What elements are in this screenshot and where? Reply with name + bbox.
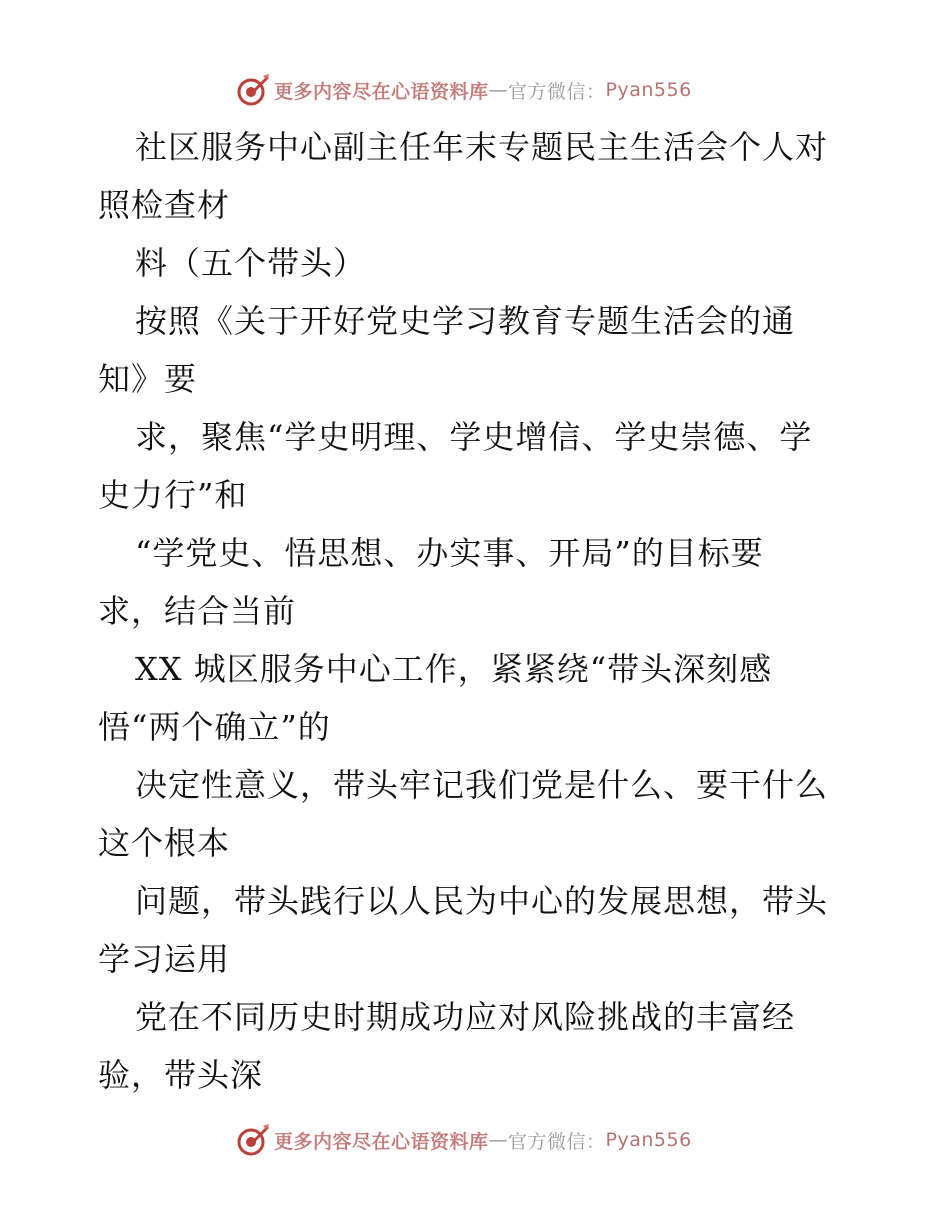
- quill-logo-icon: [236, 73, 270, 107]
- watermark-account-id: Pyan556: [605, 79, 692, 101]
- watermark-separator: —: [488, 1129, 509, 1151]
- watermark-main-text: 更多内容尽在心语资料库: [274, 80, 489, 103]
- watermark-account-label: 官方微信：: [508, 80, 606, 103]
- body-line: 求，结合当前: [98, 592, 297, 630]
- watermark-account-label: 官方微信：: [508, 1130, 606, 1153]
- body-line: 按照《关于开好党史学习教育专题生活会的通: [135, 302, 796, 340]
- body-line: 学习运用: [98, 940, 231, 978]
- footer-watermark: [236, 1123, 692, 1157]
- watermark-separator: —: [488, 79, 509, 101]
- body-line: “学党史、悟思想、办实事、开局”的目标要: [135, 534, 764, 572]
- body-line: 决定性意义，带头牢记我们党是什么、要干什么: [135, 766, 829, 804]
- body-line: 这个根本: [98, 824, 231, 862]
- watermark-main-text: 更多内容尽在心语资料库: [274, 1130, 489, 1153]
- body-line: 悟“两个确立”的: [98, 708, 331, 746]
- body-line: 史力行”和: [98, 476, 248, 514]
- header-watermark: [236, 73, 692, 107]
- body-line: 社区服务中心副主任年末专题民主生活会个人对: [135, 128, 829, 166]
- body-line: 党在不同历史时期成功应对风险挑战的丰富经: [135, 998, 796, 1036]
- body-line: XX 城区服务中心工作，紧紧绕“带头深刻感: [135, 650, 773, 688]
- body-line: 问题，带头践行以人民为中心的发展思想，带头: [135, 882, 829, 920]
- body-line: 验，带头深: [98, 1056, 264, 1094]
- body-line: 求，聚焦“学史明理、学史增信、学史崇德、学: [135, 418, 813, 456]
- body-line: 照检查材: [98, 186, 231, 224]
- watermark-account-id: Pyan556: [605, 1129, 692, 1151]
- body-line: 知》要: [98, 360, 198, 398]
- body-line: 料（五个带头）: [135, 244, 367, 282]
- quill-logo-icon: [236, 1123, 270, 1157]
